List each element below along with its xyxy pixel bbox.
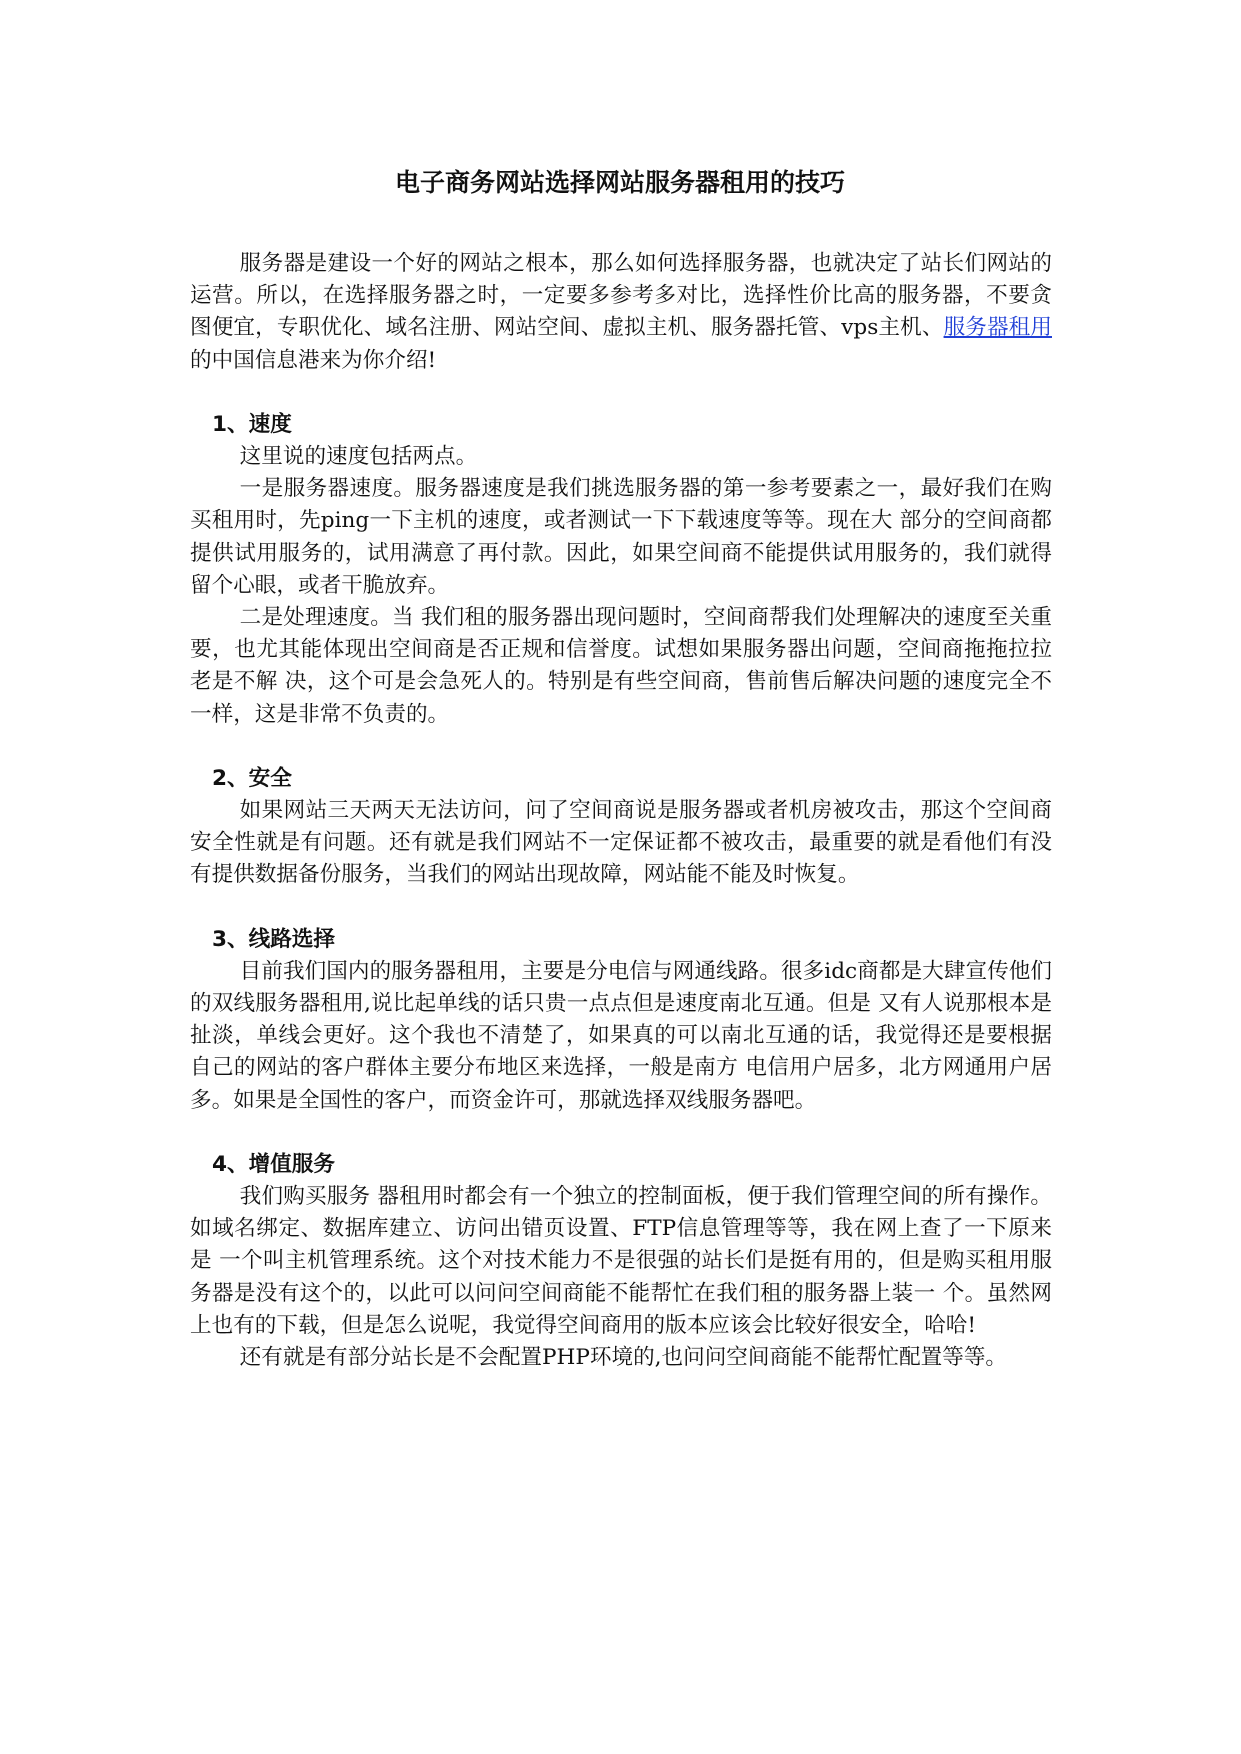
section-spacer: [190, 892, 1052, 924]
article-body: [190, 248, 1052, 1374]
intro-paragraph: [190, 248, 1052, 377]
section-heading-line-selection: 3、线路选择: [212, 926, 335, 952]
paragraph: 我们购买服务 器租用时都会有一个独立的控制面板，便于我们管理空间的所有操作。如域名绑定、数据库建立、访问出错页设置、FTP信息管理等等，我在网上查了一下原来是 一个叫主机管理系统。这个对技术能力不是很强的站长们是挺有用的，但是购买租用服务器是没有这个的，以此可以问问空间商能不能帮忙在我们租的服务器上装一 个。虽然网上也有的下载，但是怎么说呢，我觉得空间商用的版本应该会比较好很安全，哈哈!: [190, 1184, 1052, 1338]
section-heading-speed: 1、速度: [212, 411, 292, 437]
section-spacer: [190, 377, 1052, 409]
paragraph: 二是处理速度。当 我们租的服务器出现问题时，空间商帮我们处理解决的速度至关重要，也尤其能体现出空间商是否正规和信誉度。试想如果服务器出问题，空间商拖拖拉拉老是不解 决，这个可是会急死人的。特别是有些空间商，售前售后解决问题的速度完全不一样，这是非常不负责的。: [190, 605, 1052, 727]
paragraph: 还有就是有部分站长是不会配置PHP环境的,也问问空间商能不能帮忙配置等等。: [239, 1345, 1008, 1371]
intro-text-after-link: 的中国信息港来为你介绍!: [190, 347, 437, 373]
paragraph: 一是服务器速度。服务器速度是我们挑选服务器的第一参考要素之一，最好我们在购买租用时，先ping一下主机的速度，或者测试一下下载速度等等。现在大 部分的空间商都提供试用服务的，试用满意了再付款。因此，如果空间商不能提供试用服务的，我们就得留个心眼，或者干脆放弃。: [190, 476, 1052, 598]
paragraph: 如果网站三天两天无法访问，问了空间商说是服务器或者机房被攻击，那这个空间商安全性就是有问题。还有就是我们网站不一定保证都不被攻击，最重要的就是看他们有没有提供数据备份服务，当我们的网站出现故障，网站能不能及时恢复。: [190, 798, 1052, 888]
page-title: 电子商务网站选择网站服务器租用的技巧: [394, 168, 845, 197]
paragraph: 目前我们国内的服务器租用，主要是分电信与网通线路。很多idc商都是大肆宣传他们的双线服务器租用,说比起单线的话只贵一点点但是速度南北互通。但是 又有人说那根本是扯淡，单线会更好。这个我也不清楚了，如果真的可以南北互通的话，我觉得还是要根据自己的网站的客户群体主要分布地区来选择，一般是南方 电信用户居多，北方网通用户居多。如果是全国性的客户，而资金许可，那就选择双线服务器吧。: [190, 958, 1052, 1113]
section-heading-value-added: 4、增值服务: [212, 1151, 335, 1177]
paragraph: 这里说的速度包括两点。: [239, 444, 478, 470]
section-spacer: [190, 731, 1052, 763]
section-spacer: [190, 1117, 1052, 1149]
server-rental-link[interactable]: 服务器租用: [943, 315, 1052, 341]
intro-text-before-link: 服务器是建设一个好的网站之根本，那么如何选择服务器，也就决定了站长们网站的运营。所以，在选择服务器之时，一定要多参考多对比，选择性价比高的服务器，不要贪图便宜，专职优化、域名注册、网站空间、虚拟主机、服务器托管、vps主机、: [190, 251, 1052, 341]
section-heading-security: 2、安全: [212, 765, 292, 791]
